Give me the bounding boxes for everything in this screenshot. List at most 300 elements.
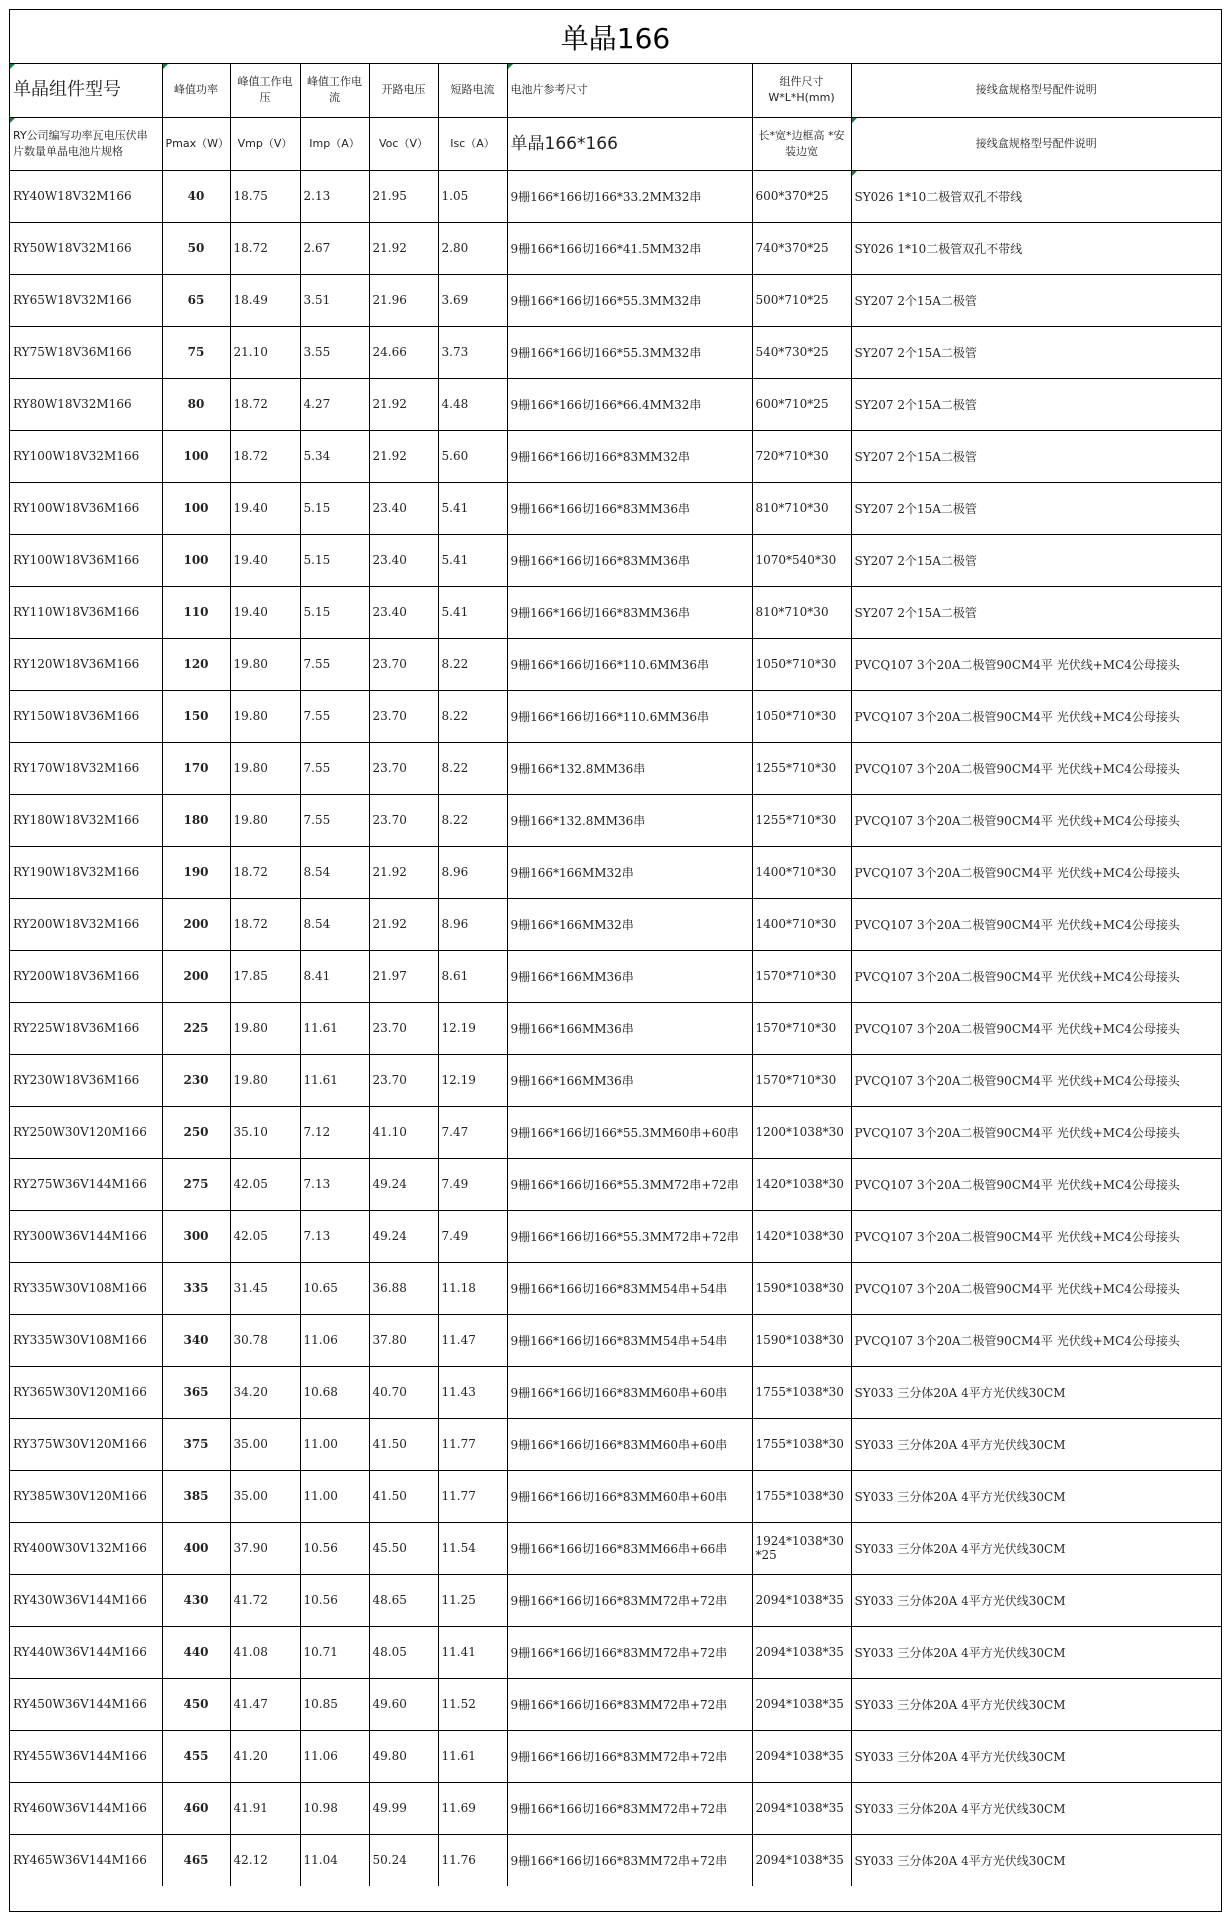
cell-module-size[interactable]: 1400*710*30 [752,898,851,950]
cell-vmp[interactable]: 19.80 [230,690,300,742]
cell-vmp[interactable]: 41.08 [230,1626,300,1678]
cell-vmp[interactable]: 42.05 [230,1158,300,1210]
cell-pmax[interactable]: 400 [162,1522,230,1574]
cell-imp[interactable]: 10.85 [300,1678,369,1730]
cell-pmax[interactable]: 100 [162,482,230,534]
cell-model[interactable]: RY100W18V36M166 [10,534,162,586]
cell-vmp[interactable]: 21.10 [230,326,300,378]
cell-isc[interactable]: 2.80 [438,222,507,274]
cell-junction-box[interactable]: PVCQ107 3个20A二极管90CM4平 光伏线+MC4公母接头 [851,742,1221,794]
cell-voc[interactable]: 49.24 [369,1158,438,1210]
cell-cell-size[interactable]: 9栅166*166切166*110.6MM36串 [507,638,752,690]
cell-imp[interactable]: 4.27 [300,378,369,430]
cell-module-size[interactable]: 1755*1038*30 [752,1418,851,1470]
cell-junction-box[interactable]: SY033 三分体20A 4平方光伏线30CM [851,1522,1221,1574]
cell-voc[interactable]: 36.88 [369,1262,438,1314]
cell-model[interactable]: RY440W36V144M166 [10,1626,162,1678]
cell-voc[interactable]: 50.24 [369,1834,438,1886]
cell-imp[interactable]: 5.15 [300,534,369,586]
cell-module-size[interactable]: 1050*710*30 [752,690,851,742]
cell-voc[interactable]: 23.70 [369,690,438,742]
cell-model[interactable]: RY75W18V36M166 [10,326,162,378]
cell-module-size[interactable]: 2094*1038*35 [752,1626,851,1678]
cell-isc[interactable]: 7.49 [438,1158,507,1210]
cell-pmax[interactable]: 335 [162,1262,230,1314]
cell-cell-size[interactable]: 9栅166*166切166*83MM60串+60串 [507,1366,752,1418]
cell-vmp[interactable]: 35.00 [230,1418,300,1470]
cell-model[interactable]: RY365W30V120M166 [10,1366,162,1418]
header-isc[interactable]: 短路电流 [438,64,507,117]
cell-isc[interactable]: 11.76 [438,1834,507,1886]
cell-module-size[interactable]: 500*710*25 [752,274,851,326]
cell-isc[interactable]: 5.41 [438,482,507,534]
cell-pmax[interactable]: 440 [162,1626,230,1678]
cell-isc[interactable]: 8.22 [438,690,507,742]
cell-pmax[interactable]: 150 [162,690,230,742]
cell-junction-box[interactable]: SY033 三分体20A 4平方光伏线30CM [851,1470,1221,1522]
cell-module-size[interactable]: 2094*1038*35 [752,1834,851,1886]
cell-cell-size[interactable]: 9栅166*166MM36串 [507,1054,752,1106]
cell-isc[interactable]: 5.41 [438,586,507,638]
cell-cell-size[interactable]: 9栅166*166MM36串 [507,950,752,1002]
cell-imp[interactable]: 2.13 [300,170,369,222]
cell-cell-size[interactable]: 9栅166*166切166*33.2MM32串 [507,170,752,222]
cell-vmp[interactable]: 37.90 [230,1522,300,1574]
cell-voc[interactable]: 23.70 [369,1002,438,1054]
cell-imp[interactable]: 8.54 [300,846,369,898]
cell-cell-size[interactable]: 9栅166*166切166*83MM36串 [507,534,752,586]
cell-voc[interactable]: 23.40 [369,534,438,586]
cell-vmp[interactable]: 31.45 [230,1262,300,1314]
cell-imp[interactable]: 11.00 [300,1470,369,1522]
cell-vmp[interactable]: 19.80 [230,638,300,690]
cell-isc[interactable]: 8.22 [438,638,507,690]
cell-vmp[interactable]: 18.72 [230,222,300,274]
cell-pmax[interactable]: 190 [162,846,230,898]
cell-junction-box[interactable]: PVCQ107 3个20A二极管90CM4平 光伏线+MC4公母接头 [851,898,1221,950]
cell-module-size[interactable]: 1255*710*30 [752,794,851,846]
subheader-model[interactable]: RY公司编写功率瓦电压伏串片数量单晶电池片规格 [10,117,162,170]
cell-voc[interactable]: 21.92 [369,378,438,430]
cell-imp[interactable]: 8.41 [300,950,369,1002]
cell-imp[interactable]: 3.51 [300,274,369,326]
cell-voc[interactable]: 21.92 [369,898,438,950]
cell-model[interactable]: RY190W18V32M166 [10,846,162,898]
cell-isc[interactable]: 1.05 [438,170,507,222]
cell-cell-size[interactable]: 9栅166*166切166*83MM72串+72串 [507,1626,752,1678]
cell-isc[interactable]: 7.47 [438,1106,507,1158]
cell-pmax[interactable]: 100 [162,430,230,482]
cell-isc[interactable]: 12.19 [438,1002,507,1054]
cell-pmax[interactable]: 450 [162,1678,230,1730]
cell-cell-size[interactable]: 9栅166*166切166*83MM66串+66串 [507,1522,752,1574]
cell-pmax[interactable]: 65 [162,274,230,326]
cell-vmp[interactable]: 18.49 [230,274,300,326]
cell-imp[interactable]: 10.56 [300,1522,369,1574]
cell-pmax[interactable]: 385 [162,1470,230,1522]
cell-vmp[interactable]: 18.75 [230,170,300,222]
header-cell-size[interactable]: 电池片参考尺寸 [507,64,752,117]
cell-junction-box[interactable]: SY033 三分体20A 4平方光伏线30CM [851,1366,1221,1418]
cell-cell-size[interactable]: 9栅166*166切166*66.4MM32串 [507,378,752,430]
cell-junction-box[interactable]: SY207 2个15A二极管 [851,430,1221,482]
cell-junction-box[interactable]: SY033 三分体20A 4平方光伏线30CM [851,1418,1221,1470]
cell-imp[interactable]: 10.68 [300,1366,369,1418]
cell-pmax[interactable]: 120 [162,638,230,690]
cell-voc[interactable]: 23.70 [369,742,438,794]
cell-isc[interactable]: 8.96 [438,846,507,898]
cell-module-size[interactable]: 810*710*30 [752,586,851,638]
cell-model[interactable]: RY180W18V32M166 [10,794,162,846]
cell-cell-size[interactable]: 9栅166*166切166*83MM72串+72串 [507,1782,752,1834]
cell-voc[interactable]: 49.99 [369,1782,438,1834]
cell-junction-box[interactable]: PVCQ107 3个20A二极管90CM4平 光伏线+MC4公母接头 [851,1314,1221,1366]
cell-isc[interactable]: 8.22 [438,794,507,846]
cell-cell-size[interactable]: 9栅166*166切166*55.3MM32串 [507,326,752,378]
cell-cell-size[interactable]: 9栅166*166切166*55.3MM72串+72串 [507,1158,752,1210]
cell-imp[interactable]: 7.12 [300,1106,369,1158]
cell-cell-size[interactable]: 9栅166*166切166*83MM54串+54串 [507,1262,752,1314]
cell-imp[interactable]: 11.04 [300,1834,369,1886]
cell-junction-box[interactable]: SY033 三分体20A 4平方光伏线30CM [851,1730,1221,1782]
subheader-module-size[interactable]: 长*宽*边框高 *安装边宽 [752,117,851,170]
cell-model[interactable]: RY150W18V36M166 [10,690,162,742]
cell-cell-size[interactable]: 9栅166*132.8MM36串 [507,742,752,794]
cell-model[interactable]: RY230W18V36M166 [10,1054,162,1106]
cell-model[interactable]: RY170W18V32M166 [10,742,162,794]
cell-vmp[interactable]: 18.72 [230,898,300,950]
cell-vmp[interactable]: 41.47 [230,1678,300,1730]
cell-cell-size[interactable]: 9栅166*166切166*83MM32串 [507,430,752,482]
cell-vmp[interactable]: 42.05 [230,1210,300,1262]
cell-cell-size[interactable]: 9栅166*166切166*83MM36串 [507,586,752,638]
cell-voc[interactable]: 21.95 [369,170,438,222]
cell-vmp[interactable]: 41.20 [230,1730,300,1782]
cell-junction-box[interactable]: SY033 三分体20A 4平方光伏线30CM [851,1678,1221,1730]
cell-junction-box[interactable]: PVCQ107 3个20A二极管90CM4平 光伏线+MC4公母接头 [851,1210,1221,1262]
cell-voc[interactable]: 48.05 [369,1626,438,1678]
cell-cell-size[interactable]: 9栅166*166切166*83MM72串+72串 [507,1834,752,1886]
subheader-junction-box[interactable]: 接线盒规格型号配件说明 [851,117,1221,170]
cell-vmp[interactable]: 18.72 [230,378,300,430]
cell-junction-box[interactable]: PVCQ107 3个20A二极管90CM4平 光伏线+MC4公母接头 [851,1158,1221,1210]
cell-junction-box[interactable]: PVCQ107 3个20A二极管90CM4平 光伏线+MC4公母接头 [851,1002,1221,1054]
cell-voc[interactable]: 49.24 [369,1210,438,1262]
subheader-pmax[interactable]: Pmax（W） [162,117,230,170]
cell-cell-size[interactable]: 9栅166*166切166*83MM60串+60串 [507,1418,752,1470]
cell-model[interactable]: RY400W30V132M166 [10,1522,162,1574]
cell-isc[interactable]: 11.43 [438,1366,507,1418]
cell-junction-box[interactable]: SY207 2个15A二极管 [851,534,1221,586]
cell-model[interactable]: RY200W18V32M166 [10,898,162,950]
cell-pmax[interactable]: 340 [162,1314,230,1366]
cell-module-size[interactable]: 1755*1038*30 [752,1366,851,1418]
cell-vmp[interactable]: 18.72 [230,846,300,898]
cell-model[interactable]: RY110W18V36M166 [10,586,162,638]
cell-vmp[interactable]: 19.80 [230,1054,300,1106]
cell-vmp[interactable]: 18.72 [230,430,300,482]
cell-model[interactable]: RY430W36V144M166 [10,1574,162,1626]
cell-cell-size[interactable]: 9栅166*166切166*55.3MM72串+72串 [507,1210,752,1262]
cell-cell-size[interactable]: 9栅166*166切166*83MM72串+72串 [507,1574,752,1626]
cell-model[interactable]: RY465W36V144M166 [10,1834,162,1886]
cell-isc[interactable]: 11.52 [438,1678,507,1730]
cell-vmp[interactable]: 17.85 [230,950,300,1002]
cell-cell-size[interactable]: 9栅166*166切166*110.6MM36串 [507,690,752,742]
cell-imp[interactable]: 7.55 [300,742,369,794]
cell-module-size[interactable]: 1255*710*30 [752,742,851,794]
cell-isc[interactable]: 11.69 [438,1782,507,1834]
header-pmax[interactable]: 峰值功率 [162,64,230,117]
cell-pmax[interactable]: 455 [162,1730,230,1782]
cell-junction-box[interactable]: SY033 三分体20A 4平方光伏线30CM [854,1853,1066,1868]
cell-model[interactable]: RY335W30V108M166 [10,1262,162,1314]
cell-module-size[interactable]: 600*370*25 [752,170,851,222]
cell-isc[interactable]: 11.77 [438,1418,507,1470]
cell-isc[interactable]: 11.77 [438,1470,507,1522]
cell-imp[interactable]: 11.61 [300,1054,369,1106]
cell-vmp[interactable]: 19.80 [230,794,300,846]
cell-model[interactable]: RY450W36V144M166 [10,1678,162,1730]
cell-voc[interactable]: 24.66 [369,326,438,378]
cell-model[interactable]: RY385W30V120M166 [10,1470,162,1522]
cell-junction-box[interactable]: PVCQ107 3个20A二极管90CM4平 光伏线+MC4公母接头 [851,846,1221,898]
cell-vmp[interactable]: 34.20 [230,1366,300,1418]
cell-module-size[interactable]: 2094*1038*35 [752,1574,851,1626]
cell-model[interactable]: RY455W36V144M166 [10,1730,162,1782]
cell-isc[interactable]: 11.25 [438,1574,507,1626]
cell-cell-size[interactable]: 9栅166*166切166*83MM72串+72串 [507,1730,752,1782]
cell-pmax[interactable]: 365 [162,1366,230,1418]
header-vmp[interactable]: 峰值工作电压 [230,64,300,117]
cell-pmax[interactable]: 200 [162,950,230,1002]
cell-pmax[interactable]: 170 [162,742,230,794]
cell-isc[interactable]: 5.60 [438,430,507,482]
cell-pmax[interactable]: 460 [162,1782,230,1834]
subheader-vmp[interactable]: Vmp（V） [230,117,300,170]
cell-voc[interactable]: 48.65 [369,1574,438,1626]
cell-imp[interactable]: 7.13 [300,1210,369,1262]
cell-junction-box[interactable]: SY207 2个15A二极管 [851,274,1221,326]
cell-pmax[interactable]: 275 [162,1158,230,1210]
cell-imp[interactable]: 7.55 [300,638,369,690]
cell-voc[interactable]: 21.92 [369,846,438,898]
cell-voc[interactable]: 45.50 [369,1522,438,1574]
cell-model[interactable]: RY120W18V36M166 [10,638,162,690]
cell-imp[interactable]: 11.61 [300,1002,369,1054]
cell-module-size[interactable]: 1590*1038*30 [752,1314,851,1366]
cell-pmax[interactable]: 75 [162,326,230,378]
cell-module-size[interactable]: 1570*710*30 [752,1002,851,1054]
cell-vmp[interactable]: 41.72 [230,1574,300,1626]
cell-isc[interactable]: 11.47 [438,1314,507,1366]
header-junction-box[interactable]: 接线盒规格型号配件说明 [851,64,1221,117]
cell-imp[interactable]: 11.06 [300,1730,369,1782]
cell-model[interactable]: RY40W18V32M166 [10,170,162,222]
cell-cell-size[interactable]: 9栅166*166切166*41.5MM32串 [507,222,752,274]
cell-module-size[interactable]: 2094*1038*35 [752,1730,851,1782]
cell-module-size[interactable]: 1420*1038*30 [752,1158,851,1210]
cell-pmax[interactable]: 300 [162,1210,230,1262]
cell-voc[interactable]: 41.50 [369,1470,438,1522]
cell-imp[interactable]: 2.67 [300,222,369,274]
cell-vmp[interactable]: 19.80 [230,742,300,794]
cell-voc[interactable]: 21.97 [369,950,438,1002]
cell-model[interactable]: RY335W30V108M166 [10,1314,162,1366]
subheader-cell-size[interactable]: 单晶166*166 [507,117,752,170]
cell-vmp[interactable]: 35.00 [230,1470,300,1522]
cell-junction-box[interactable]: PVCQ107 3个20A二极管90CM4平 光伏线+MC4公母接头 [851,950,1221,1002]
header-module-size[interactable]: 组件尺寸 W*L*H(mm) [752,64,851,117]
cell-voc[interactable]: 23.40 [369,482,438,534]
cell-module-size[interactable]: 1200*1038*30 [752,1106,851,1158]
cell-junction-box[interactable]: PVCQ107 3个20A二极管90CM4平 光伏线+MC4公母接头 [851,690,1221,742]
cell-module-size[interactable]: 1755*1038*30 [752,1470,851,1522]
cell-pmax[interactable]: 110 [162,586,230,638]
cell-isc[interactable]: 8.61 [438,950,507,1002]
cell-module-size[interactable]: 1570*710*30 [752,1054,851,1106]
cell-cell-size[interactable]: 9栅166*132.8MM36串 [507,794,752,846]
cell-module-size[interactable]: 1924*1038*30 *25 [752,1522,851,1574]
cell-isc[interactable]: 11.61 [438,1730,507,1782]
cell-voc[interactable]: 49.60 [369,1678,438,1730]
cell-pmax[interactable]: 50 [162,222,230,274]
cell-junction-box[interactable]: SY207 2个15A二极管 [851,326,1221,378]
cell-model[interactable]: RY80W18V32M166 [10,378,162,430]
cell-imp[interactable]: 5.15 [300,586,369,638]
cell-model[interactable]: RY250W30V120M166 [10,1106,162,1158]
cell-module-size[interactable]: 600*710*25 [752,378,851,430]
cell-pmax[interactable]: 430 [162,1574,230,1626]
cell-model[interactable]: RY200W18V36M166 [10,950,162,1002]
cell-imp[interactable]: 7.13 [300,1158,369,1210]
cell-junction-box[interactable]: SY026 1*10二极管双孔不带线 [851,170,1221,222]
cell-junction-box[interactable]: SY033 三分体20A 4平方光伏线30CM [851,1574,1221,1626]
cell-vmp[interactable]: 30.78 [230,1314,300,1366]
cell-isc[interactable]: 3.69 [438,274,507,326]
cell-imp[interactable]: 7.55 [300,690,369,742]
cell-module-size[interactable]: 540*730*25 [752,326,851,378]
cell-imp[interactable]: 10.98 [300,1782,369,1834]
cell-junction-box[interactable]: SY033 三分体20A 4平方光伏线30CM [851,1782,1221,1834]
cell-imp[interactable]: 10.71 [300,1626,369,1678]
cell-module-size[interactable]: 1050*710*30 [752,638,851,690]
cell-imp[interactable]: 3.55 [300,326,369,378]
cell-model[interactable]: RY100W18V32M166 [10,430,162,482]
cell-model[interactable]: RY300W36V144M166 [10,1210,162,1262]
cell-isc[interactable]: 5.41 [438,534,507,586]
cell-vmp[interactable]: 19.40 [230,482,300,534]
subheader-voc[interactable]: Voc（V） [369,117,438,170]
header-model[interactable]: 单晶组件型号 [10,64,162,117]
cell-cell-size[interactable]: 9栅166*166切166*83MM36串 [507,482,752,534]
cell-cell-size[interactable]: 9栅166*166MM36串 [507,1002,752,1054]
cell-isc[interactable]: 11.18 [438,1262,507,1314]
cell-pmax[interactable]: 40 [162,170,230,222]
cell-module-size[interactable]: 720*710*30 [752,430,851,482]
cell-vmp[interactable]: 35.10 [230,1106,300,1158]
cell-module-size[interactable]: 1070*540*30 [752,534,851,586]
subheader-imp[interactable]: Imp（A） [300,117,369,170]
cell-cell-size[interactable]: 9栅166*166切166*83MM60串+60串 [507,1470,752,1522]
cell-isc[interactable]: 12.19 [438,1054,507,1106]
cell-voc[interactable]: 21.96 [369,274,438,326]
cell-imp[interactable]: 10.65 [300,1262,369,1314]
cell-pmax[interactable]: 200 [162,898,230,950]
cell-model[interactable]: RY65W18V32M166 [10,274,162,326]
cell-module-size[interactable]: 2094*1038*35 [752,1678,851,1730]
cell-voc[interactable]: 23.70 [369,638,438,690]
cell-junction-box[interactable]: PVCQ107 3个20A二极管90CM4平 光伏线+MC4公母接头 [851,1262,1221,1314]
cell-isc[interactable]: 3.73 [438,326,507,378]
cell-junction-box[interactable]: PVCQ107 3个20A二极管90CM4平 光伏线+MC4公母接头 [851,1106,1221,1158]
cell-imp[interactable]: 8.54 [300,898,369,950]
cell-cell-size[interactable]: 9栅166*166切166*83MM72串+72串 [507,1678,752,1730]
cell-vmp[interactable]: 19.80 [230,1002,300,1054]
cell-junction-box[interactable]: SY207 2个15A二极管 [851,586,1221,638]
cell-imp[interactable]: 11.00 [300,1418,369,1470]
cell-model[interactable]: RY225W18V36M166 [10,1002,162,1054]
cell-cell-size[interactable]: 9栅166*166MM32串 [507,846,752,898]
cell-voc[interactable]: 41.50 [369,1418,438,1470]
cell-module-size[interactable]: 1400*710*30 [752,846,851,898]
cell-vmp[interactable]: 42.12 [230,1834,300,1886]
cell-module-size[interactable]: 810*710*30 [752,482,851,534]
cell-isc[interactable]: 8.96 [438,898,507,950]
cell-imp[interactable]: 5.34 [300,430,369,482]
cell-model[interactable]: RY275W36V144M166 [10,1158,162,1210]
cell-cell-size[interactable]: 9栅166*166切166*55.3MM60串+60串 [507,1106,752,1158]
cell-model[interactable]: RY100W18V36M166 [10,482,162,534]
cell-module-size[interactable]: 740*370*25 [752,222,851,274]
cell-pmax[interactable]: 465 [162,1834,230,1886]
cell-vmp[interactable]: 19.40 [230,534,300,586]
cell-model[interactable]: RY375W30V120M166 [10,1418,162,1470]
cell-voc[interactable]: 21.92 [369,222,438,274]
cell-voc[interactable]: 40.70 [369,1366,438,1418]
cell-module-size[interactable]: 1590*1038*30 [752,1262,851,1314]
cell-pmax[interactable]: 230 [162,1054,230,1106]
cell-cell-size[interactable]: 9栅166*166切166*83MM54串+54串 [507,1314,752,1366]
cell-imp[interactable]: 10.56 [300,1574,369,1626]
cell-pmax[interactable]: 80 [162,378,230,430]
cell-isc[interactable]: 4.48 [438,378,507,430]
cell-junction-box[interactable]: SY026 1*10二极管双孔不带线 [851,222,1221,274]
cell-junction-box[interactable]: SY207 2个15A二极管 [851,378,1221,430]
cell-voc[interactable]: 23.70 [369,1054,438,1106]
cell-junction-box[interactable]: SY033 三分体20A 4平方光伏线30CM [851,1626,1221,1678]
cell-junction-box[interactable]: PVCQ107 3个20A二极管90CM4平 光伏线+MC4公母接头 [851,638,1221,690]
cell-voc[interactable]: 21.92 [369,430,438,482]
cell-vmp[interactable]: 19.40 [230,586,300,638]
cell-imp[interactable]: 7.55 [300,794,369,846]
subheader-isc[interactable]: Isc（A） [438,117,507,170]
cell-voc[interactable]: 37.80 [369,1314,438,1366]
cell-pmax[interactable]: 180 [162,794,230,846]
cell-junction-box[interactable]: PVCQ107 3个20A二极管90CM4平 光伏线+MC4公母接头 [851,1054,1221,1106]
cell-isc[interactable]: 11.41 [438,1626,507,1678]
cell-module-size[interactable]: 1420*1038*30 [752,1210,851,1262]
cell-cell-size[interactable]: 9栅166*166MM32串 [507,898,752,950]
cell-imp[interactable]: 5.15 [300,482,369,534]
cell-model[interactable]: RY50W18V32M166 [10,222,162,274]
cell-imp[interactable]: 11.06 [300,1314,369,1366]
cell-pmax[interactable]: 225 [162,1002,230,1054]
cell-voc[interactable]: 49.80 [369,1730,438,1782]
cell-module-size[interactable]: 2094*1038*35 [752,1782,851,1834]
header-voc[interactable]: 开路电压 [369,64,438,117]
cell-voc[interactable]: 23.40 [369,586,438,638]
